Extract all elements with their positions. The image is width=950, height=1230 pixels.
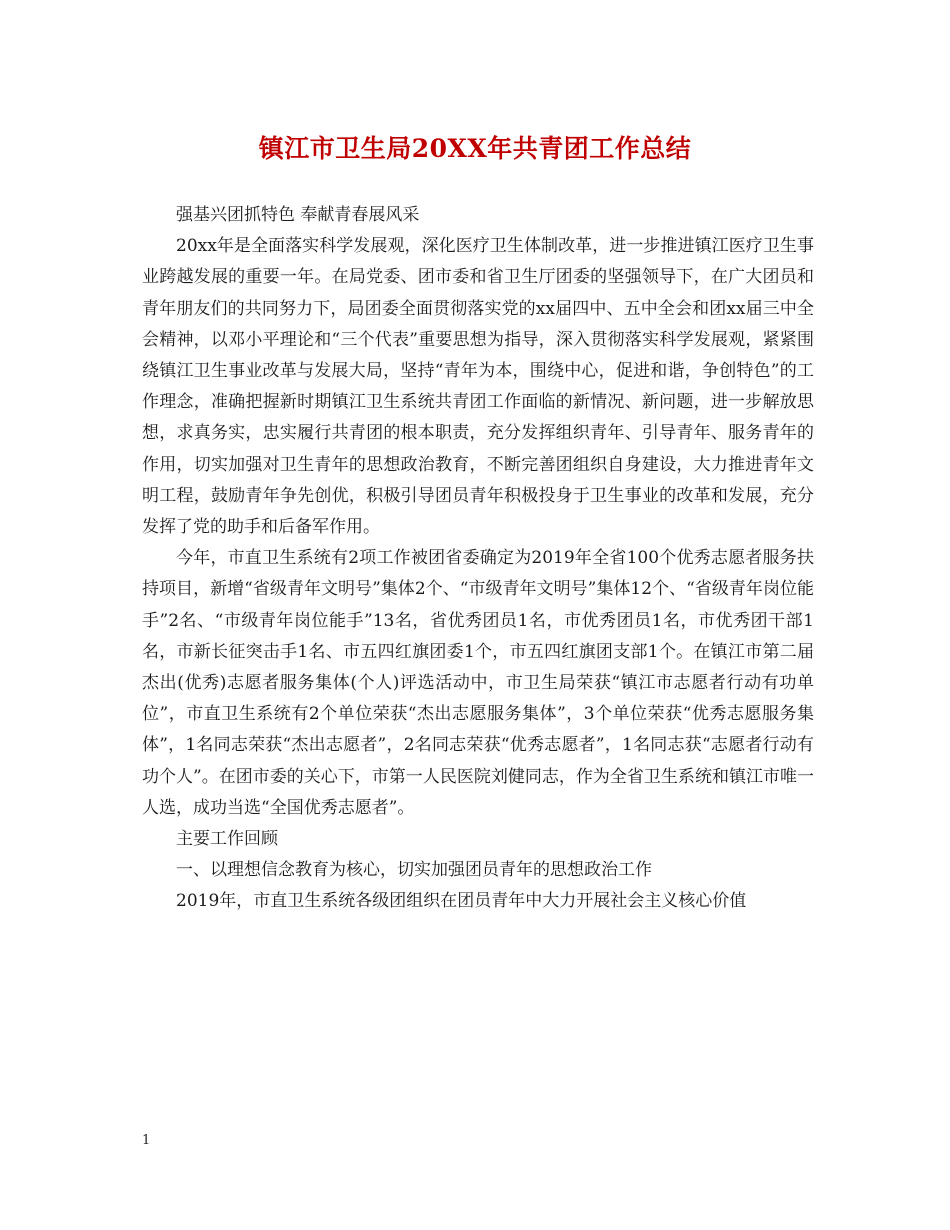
document-title: 镇江市卫生局20XX年共青团工作总结: [258, 134, 692, 163]
subtitle-paragraph: 强基兴团抓特色 奉献青春展风采: [176, 205, 420, 225]
section-heading: 主要工作回顾: [176, 829, 278, 850]
subsection-heading: 一、以理想信念教育为核心，切实加强团员青年的思想政治工作: [176, 860, 652, 881]
intro-paragraph: 20xx年是全面落实科学发展观，深化医疗卫生体制改革，进一步推进镇江医疗卫生事业跨越发展的重要一年。在局党委、团市委和省卫生厅团委的坚强领导下，在广大团员和青年朋友们的共同努力下，局团委全面贯彻落实党的xx届四中、五中全会和团xx届三中全会精神，以邓小平理论和“三个代表”重要思想为指导，深入贯彻落实科学发展观，紧紧围绕镇江卫生事业改革与发展大局，坚持“青年为本，围绕中心，促进和谐，争创特色”的工作理念，准确把握新时期镇江卫生系统共青团工作面临的新情况、新问题，进一步解放思想，求真务实，忠实履行共青团的根本职责，充分发挥组织青年、引导青年、服务青年的作用，切实加强对卫生青年的思想政治教育，不断完善团组织自身建设，大力推进青年文明工程，鼓励青年争先创优，积极引导团员青年积极投身于卫生事业的改革和发展，充分发挥了党的助手和后备军作用。: [142, 236, 814, 538]
document-body: [142, 200, 814, 918]
body-paragraph: 2019年，市直卫生系统各级团组织在团员青年中大力开展社会主义核心价值: [176, 891, 747, 912]
achievements-paragraph: 今年，市直卫生系统有2项工作被团省委确定为2019年全省100个优秀志愿者服务扶持项目，新增“省级青年文明号”集体2个、“市级青年文明号”集体12个、“省级青年岗位能手”2名、“市级青年岗位能手”13名，省优秀团员1名，市优秀团员1名，市优秀团干部1名，市新长征突击手1名、市五四红旗团委1个，市五四红旗团支部1个。在镇江市第二届杰出(优秀)志愿者服务集体(个人)评选活动中，市卫生局荣获“镇江市志愿者行动有功单位”，市直卫生系统有2个单位荣获“杰出志愿服务集体”，3个单位荣获“优秀志愿服务集体”，1名同志荣获“杰出志愿者”，2名同志荣获“优秀志愿者”，1名同志获“志愿者行动有功个人”。在团市委的关心下，市第一人民医院刘健同志，作为全省卫生系统和镇江市唯一人选，成功当选“全国优秀志愿者”。: [142, 548, 814, 818]
page-number: 1: [142, 1133, 151, 1148]
